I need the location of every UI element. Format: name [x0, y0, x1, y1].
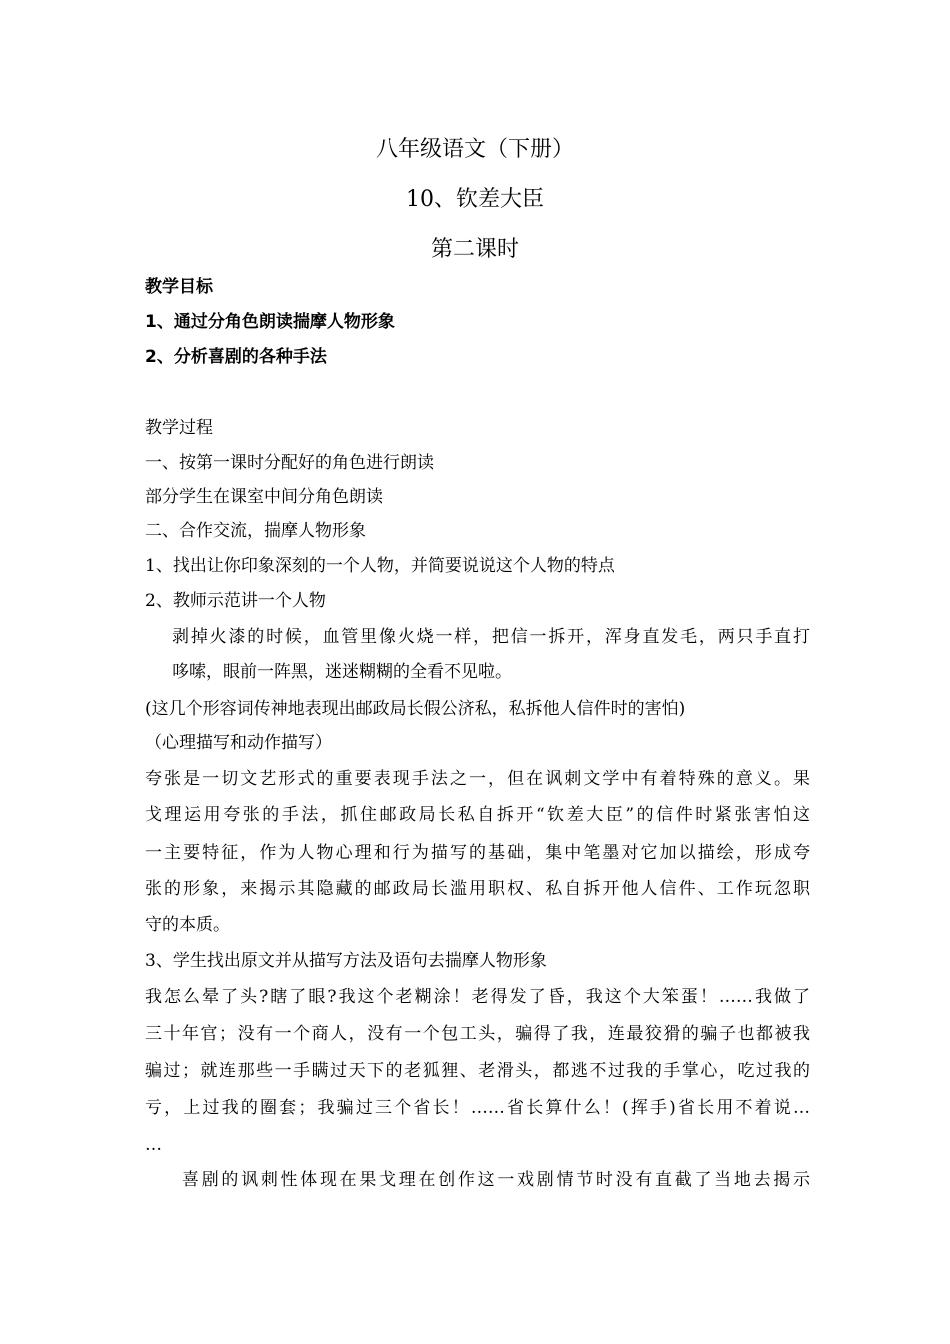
quote-line: 我怎么晕了头?瞎了眼?我这个老糊涂！老得发了昏，我这个大笨蛋！……我做了: [145, 987, 810, 1007]
objective-item: 2、分析喜剧的各种手法: [145, 347, 327, 367]
process-line: 部分学生在课室中间分角色朗读: [145, 487, 383, 507]
objectives-heading: 教学目标: [145, 277, 213, 297]
process-line: 3、学生找出原文并从描写方法及语句去揣摩人物形象: [145, 951, 547, 971]
quote-line: 剥掉火漆的时候，血管里像火烧一样，把信一拆开，浑身直发毛，两只手直打: [172, 627, 810, 647]
quote-line: 三十年官；没有一个商人，没有一个包工头，骗得了我，连最狡猾的骗子也都被我: [145, 1024, 810, 1044]
process-line: （心理描写和动作描写）: [145, 733, 332, 753]
lesson-title: 10、钦差大臣: [406, 187, 544, 212]
document-title: 八年级语文（下册）: [375, 137, 574, 162]
analysis-line: 一主要特征，作为人物心理和行为描写的基础，集中笔墨对它加以描绘，形成夸: [145, 843, 810, 863]
process-line: (这几个形容词传神地表现出邮政局长假公济私，私拆他人信件时的害怕): [145, 699, 686, 719]
quote-line: 骗过；就连那些一手瞒过天下的老狐狸、老滑头，都逃不过我的手掌心，吃过我的: [145, 1061, 810, 1081]
analysis-line: 守的本质。: [145, 915, 230, 935]
paragraph-line: 喜剧的讽刺性体现在果戈理在创作这一戏剧情节时没有直截了当地去揭示: [182, 1170, 810, 1190]
period-title: 第二课时: [430, 237, 519, 262]
quote-line: 哆嗦，眼前一阵黑，迷迷糊糊的全看不见啦。: [172, 662, 512, 682]
analysis-line: 夸张是一切文艺形式的重要表现手法之一，但在讽刺文学中有着特殊的意义。果: [145, 769, 810, 789]
process-line: 2、教师示范讲一个人物: [145, 591, 326, 611]
analysis-line: 戈理运用夸张的手法，抓住邮政局长私自拆开“钦差大臣”的信件时紧张害怕这: [145, 805, 810, 825]
quote-line: 亏，上过我的圈套；我骗过三个省长！……省长算什么！(挥手)省长用不着说…: [145, 1098, 810, 1118]
process-heading: 教学过程: [145, 418, 213, 438]
quote-line: …: [145, 1135, 162, 1155]
process-line: 1、找出让你印象深刻的一个人物，并简要说说这个人物的特点: [145, 556, 615, 576]
process-line: 二、合作交流，揣摩人物形象: [145, 521, 366, 541]
objective-item: 1、通过分角色朗读揣摩人物形象: [145, 312, 395, 332]
process-line: 一、按第一课时分配好的角色进行朗读: [145, 453, 434, 473]
analysis-line: 张的形象，来揭示其隐藏的邮政局长滥用职权、私自拆开他人信件、工作玩忽职: [145, 879, 810, 899]
